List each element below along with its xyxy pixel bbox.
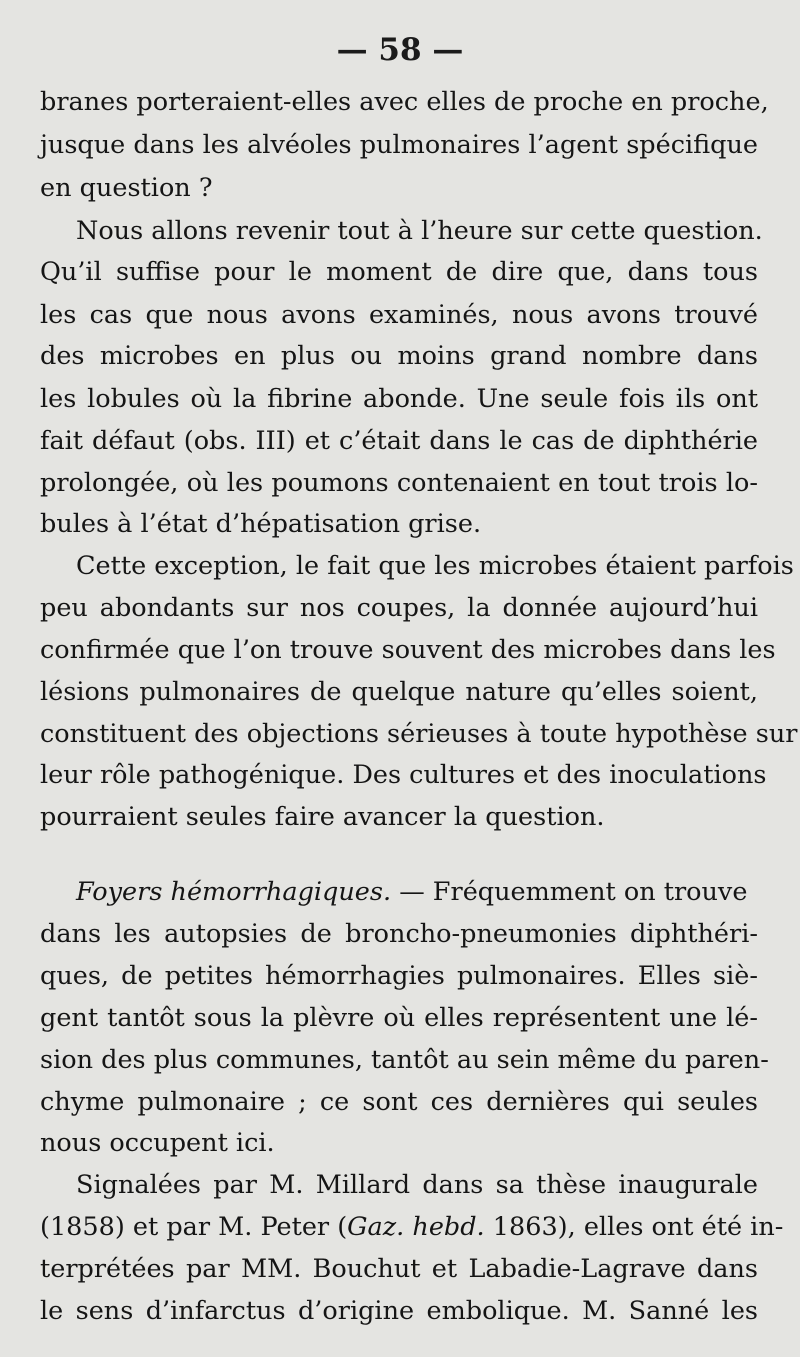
text-line: nous occupent ici. (40, 1128, 275, 1158)
text-line (76, 872, 758, 912)
journal-title: Gaz. hebd. (347, 1212, 485, 1242)
text-line: prolongée, où les poumons contenaient en tout trois lo- (40, 468, 758, 498)
text-line: les cas que nous avons examinés, nous avons trouvé (40, 300, 758, 330)
text-line: bules à l’état d’hépatisation grise. (40, 509, 482, 539)
text-line: Qu’il suffise pour le moment de dire que, dans tous (40, 257, 758, 287)
text-line: le sens d’infarctus d’origine embolique. M. Sanné les (40, 1296, 758, 1326)
text-line: lésions pulmonaires de quelque nature qu’elles soient, (40, 677, 758, 707)
text-line: terprétées par MM. Bouchut et Labadie-Lagrave dans (40, 1254, 758, 1284)
text-line: leur rôle pathogénique. Des cultures et des inoculations (40, 760, 767, 790)
page-number: — 58 — (336, 32, 464, 68)
text-line: les lobules où la fibrine abonde. Une seule fois ils ont (40, 384, 758, 414)
text-line: pourraient seules faire avancer la question. (40, 802, 605, 832)
text-span: — Fréquemment on trouve (391, 877, 748, 907)
text-line: des microbes en plus ou moins grand nombre dans (40, 341, 758, 371)
text-line: sion des plus communes, tantôt au sein même du paren- (40, 1045, 769, 1075)
section-heading: Foyers hémorrhagiques. (76, 877, 392, 907)
text-line: en question ? (40, 173, 213, 203)
text-line: Cette exception, le fait que les microbes étaient parfois (76, 551, 794, 581)
text-line: jusque dans les alvéoles pulmonaires l’agent spécifique (40, 130, 758, 160)
text-span: (1858) et par M. Peter ( (40, 1212, 348, 1242)
text-line: peu abondants sur nos coupes, la donnée aujourd’hui (40, 593, 758, 623)
text-line: confirmée que l’on trouve souvent des microbes dans les (40, 635, 776, 665)
text-line: Nous allons revenir tout à l’heure sur cette question. (76, 216, 763, 246)
text-line: constituent des objections sérieuses à toute hypothèse sur (40, 719, 798, 749)
text-span: 1863), elles ont été in- (484, 1212, 784, 1242)
text-line: chyme pulmonaire ; ce sont ces dernières qui seules (40, 1087, 758, 1117)
text-line: gent tantôt sous la plèvre où elles représentent une lé- (40, 1003, 758, 1033)
text-line: dans les autopsies de broncho-pneumonies diphthéri- (40, 919, 758, 949)
text-line: ques, de petites hémorrhagies pulmonaires. Elles siè- (40, 961, 758, 991)
text-line: Signalées par M. Millard dans sa thèse inaugurale (76, 1170, 758, 1200)
text-line: fait défaut (obs. III) et c’était dans le cas de diphthérie (40, 426, 758, 456)
text-line (40, 1207, 784, 1247)
text-line: branes porteraient-elles avec elles de proche en proche, (40, 87, 769, 117)
